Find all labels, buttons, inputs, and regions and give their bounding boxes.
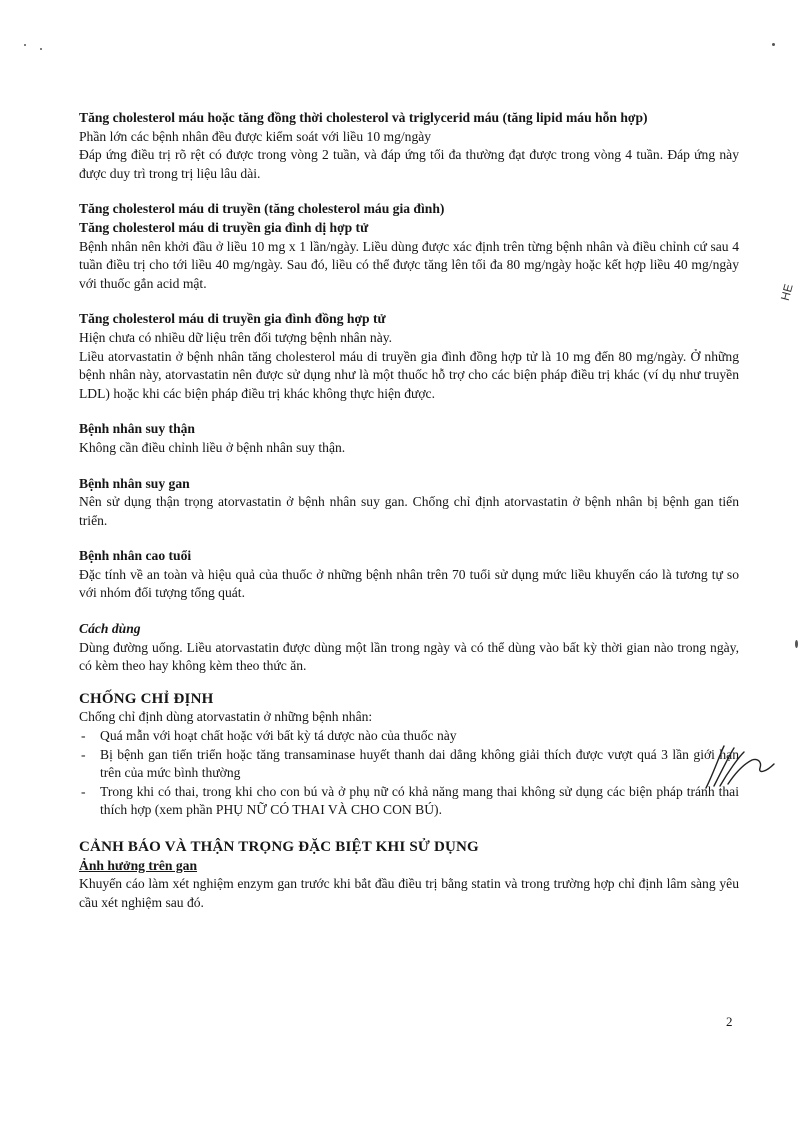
section-hepatic-impairment xyxy=(79,475,739,531)
section-renal-impairment xyxy=(79,420,739,457)
document-body xyxy=(79,109,739,912)
scan-speck xyxy=(24,44,26,46)
section-subheading: Tăng cholesterol máu di truyền gia đình dị hợp tử xyxy=(79,219,369,235)
section-heading: Tăng cholesterol máu hoặc tăng đồng thời cholesterol và triglycerid máu (tăng lipid máu hỗn hợp) xyxy=(79,110,648,125)
section-heading: CẢNH BÁO VÀ THẬN TRỌNG ĐẶC BIỆT KHI SỬ DỤNG xyxy=(79,839,479,855)
scan-speck xyxy=(40,48,42,50)
paragraph: Không cần điều chỉnh liều ở bệnh nhân suy thận. xyxy=(79,439,346,455)
paragraph: Hiện chưa có nhiều dữ liệu trên đối tượng bệnh nhân này. xyxy=(79,329,393,345)
section-homozygous xyxy=(79,310,739,403)
contraindications-list xyxy=(79,727,739,820)
section-heading: Cách dùng xyxy=(79,621,141,637)
section-contraindications xyxy=(79,690,739,820)
section-elderly xyxy=(79,547,739,603)
section-subheading: Ảnh hưởng trên gan xyxy=(79,857,198,873)
list-item: - Bị bệnh gan tiến triển hoặc tăng transaminase huyết thanh dai dẳng không giải thích được vượt quá 3 lần giới hạn trên của mức bình thường xyxy=(79,746,739,783)
scan-speck xyxy=(772,43,775,46)
paragraph: Nên sử dụng thận trọng atorvastatin ở bệnh nhân suy gan. Chống chỉ định atorvastatin ở bệnh nhân bị bệnh gan tiến triển. xyxy=(79,494,739,528)
margin-stamp-text: HE xyxy=(777,282,796,303)
signature xyxy=(700,742,780,794)
paragraph: Chống chỉ định dùng atorvastatin ở những bệnh nhân: xyxy=(79,709,373,725)
page-number: 2 xyxy=(726,1014,733,1029)
margin-stamp xyxy=(772,230,800,350)
section-heading: Tăng cholesterol máu di truyền gia đình đồng hợp tử xyxy=(79,311,386,327)
list-item: - Quá mẫn với hoạt chất hoặc với bất kỳ tá dược nào của thuốc này xyxy=(79,727,739,746)
section-heading: Tăng cholesterol máu di truyền (tăng cholesterol máu gia đình) xyxy=(79,201,445,217)
section-mixed-hyperlipidemia xyxy=(79,109,739,183)
section-warnings xyxy=(79,838,739,912)
section-familial-hypercholesterolemia xyxy=(79,200,739,293)
scan-speck xyxy=(795,640,798,648)
paragraph: Phần lớn các bệnh nhân đều được kiểm soát với liều 10 mg/ngày xyxy=(79,128,432,144)
section-heading: Bệnh nhân suy thận xyxy=(79,421,195,437)
paragraph: Đặc tính về an toàn và hiệu quả của thuốc ở những bệnh nhân trên 70 tuổi sử dụng mức liều khuyến cáo là tương tự so với nhóm đối tượng tổng quát. xyxy=(79,566,739,601)
paragraph: Bệnh nhân nên khởi đầu ở liều 10 mg x 1 lần/ngày. Liều dùng được xác định trên từng bệnh nhân và điều chỉnh cứ sau 4 tuần điều trị cho tới liều 40 mg/ngày. Sau đó, liều có thể được tăng lên tối đa 80 mg/ngày hoặc kết hợp liều 40 mg/ngày với thuốc gắn acid mật. xyxy=(79,238,739,291)
paragraph: Liều atorvastatin ở bệnh nhân tăng cholesterol máu di truyền gia đình đồng hợp tử là 10 mg đến 80 mg/ngày. Ở những bệnh nhân này, atorvastatin nên được sử dụng như là một thuốc hỗ trợ cho các biện pháp điều trị khác (ví dụ như truyền LDL) hoặc khi các biện pháp điều trị khác không thực hiện được. xyxy=(79,348,739,401)
section-heading: CHỐNG CHỈ ĐỊNH xyxy=(79,690,214,707)
paragraph: Dùng đường uống. Liều atorvastatin được dùng một lần trong ngày và có thể dùng vào bất kỳ thời gian nào trong ngày, có kèm theo hay không kèm theo thức ăn. xyxy=(79,639,739,674)
paragraph: Đáp ứng điều trị rõ rệt có được trong vòng 2 tuần, và đáp ứng tối đa thường đạt được trong vòng 4 tuần. Đáp ứng này được duy trì trong trị liệu lâu dài. xyxy=(79,147,739,181)
section-heading: Bệnh nhân cao tuổi xyxy=(79,548,192,564)
list-item: - Trong khi có thai, trong khi cho con bú và ở phụ nữ có khả năng mang thai không sử dụng các biện pháp tránh thai thích hợp (xem phần PHỤ NỮ CÓ THAI VÀ CHO CON BÚ). xyxy=(79,783,739,820)
section-administration xyxy=(79,620,739,676)
paragraph: Khuyến cáo làm xét nghiệm enzym gan trước khi bắt đầu điều trị bằng statin và trong trường hợp chỉ định lâm sàng yêu cầu xét nghiệm sau đó. xyxy=(79,876,739,910)
section-heading: Bệnh nhân suy gan xyxy=(79,475,190,491)
